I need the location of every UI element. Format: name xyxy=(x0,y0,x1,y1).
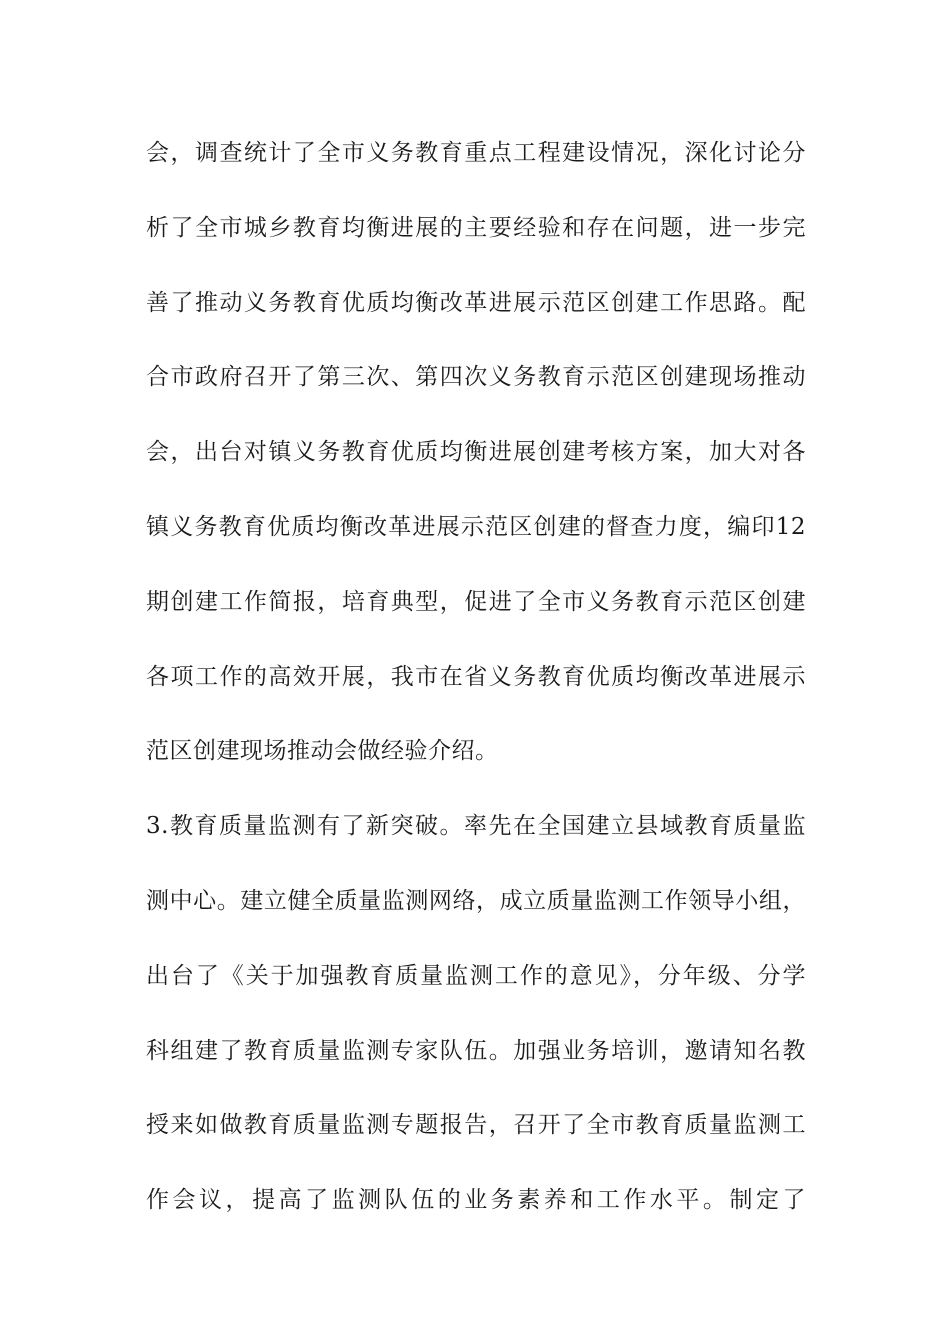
text-line: 会，出台对镇义务教育优质均衡进展创建考核方案，加大对各 xyxy=(146,439,806,466)
body-text xyxy=(146,132,806,1254)
text-line: 期创建工作简报，培育典型，促进了全市义务教育示范区创建 xyxy=(146,588,806,615)
text-line: 测中心。建立健全质量监测网络，成立质量监测工作领导小组， xyxy=(146,887,806,914)
text-line: 善了推动义务教育优质均衡改革进展示范区创建工作思路。配 xyxy=(146,289,806,316)
text-line: 出台了《关于加强教育质量监测工作的意见》，分年级、分学 xyxy=(146,962,806,989)
text-line: 授来如做教育质量监测专题报告，召开了全市教育质量监测工 xyxy=(146,1112,806,1139)
text-line: 析了全市城乡教育均衡进展的主要经验和存在问题，进一步完 xyxy=(146,214,806,241)
text-line: 合市政府召开了第三次、第四次义务教育示范区创建现场推动 xyxy=(146,364,806,391)
text-line: 范区创建现场推动会做经验介绍。 xyxy=(146,738,499,765)
text-line: 会，调查统计了全市义务教育重点工程建设情况，深化讨论分 xyxy=(146,140,806,166)
text-line: 科组建了教育质量监测专家队伍。加强业务培训，邀请知名教 xyxy=(146,1037,806,1064)
text-line: 3.教育质量监测有了新突破。率先在全国建立县域教育质量监 xyxy=(146,813,806,840)
text-line: 镇义务教育优质均衡改革进展示范区创建的督查力度，编印12 xyxy=(146,513,806,540)
text-line: 作会议，提高了监测队伍的业务素养和工作水平。制定了 xyxy=(146,1187,806,1214)
text-line: 各项工作的高效开展，我市在省义务教育优质均衡改革进展示 xyxy=(146,663,806,690)
